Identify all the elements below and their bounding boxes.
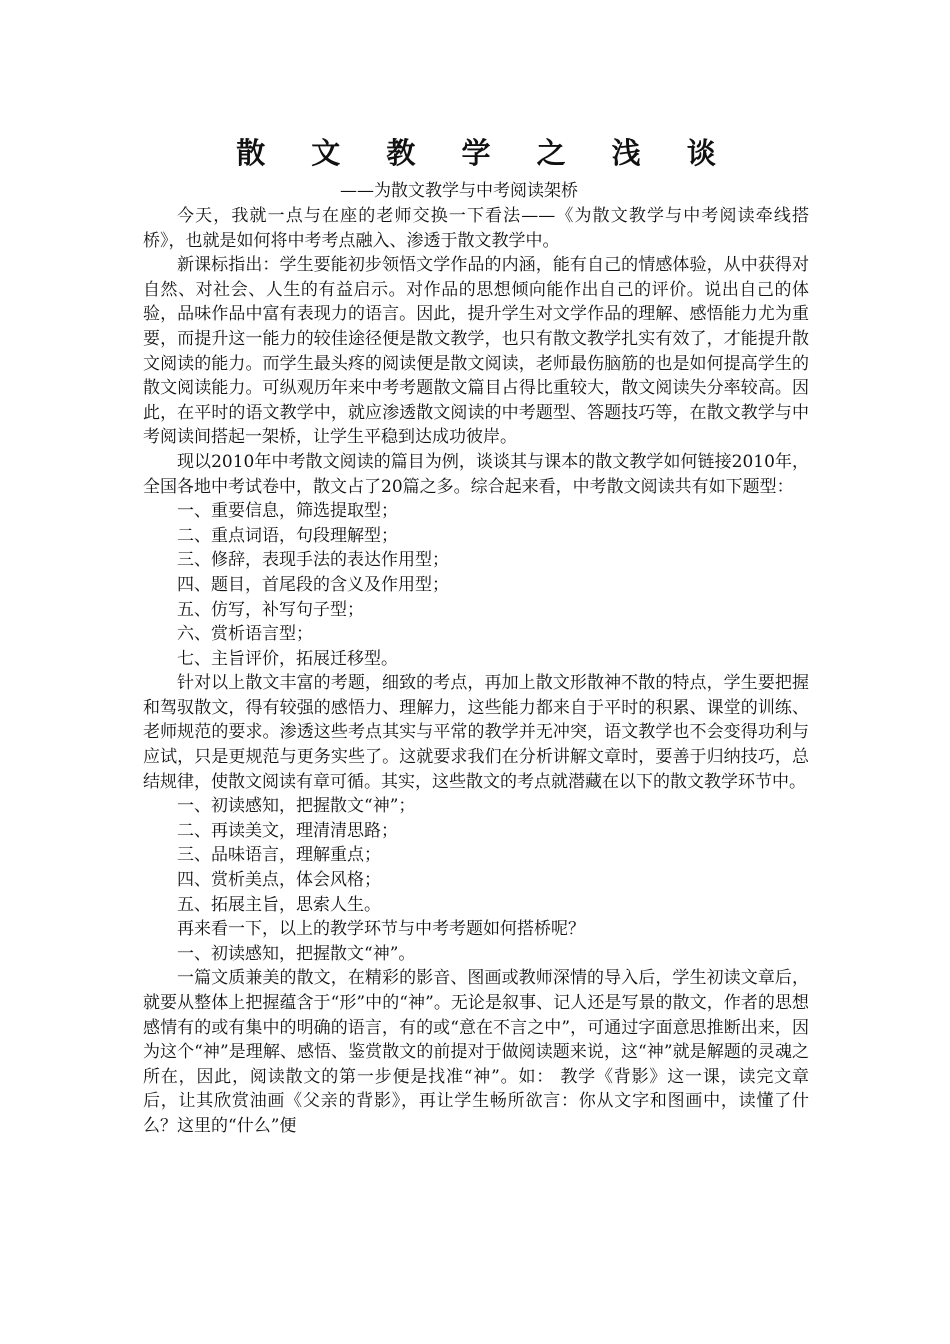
paragraph: 针对以上散文丰富的考题，细致的考点，再加上散文形散神不散的特点，学生要把握和驾驭散文，得有较强的感悟力、理解力，这些能力都来自于平时的积累、课堂的训练、老师规范的要求。渗透这些考点其实与平常的教学并无冲突，语文教学也不会变得功利与应试，只是更规范与更务实些了。这就要求我们在分析讲解文章时，要善于归纳技巧，总结规律，使散文阅读有章可循。其实，这些散文的考点就潜藏在以下的散文教学环节中。	[143, 673, 809, 792]
list-item: 三、品味语言，理解重点；	[177, 845, 381, 866]
paragraph: 新课标指出：学生要能初步领悟文学作品的内涵，能有自己的情感体验，从中获得对自然、对社会、人生的有益启示。对作品的思想倾向能作出自己的评价。说出自己的体验，品味作品中富有表现力的语言。因此，提升学生对文学作品的理解、感悟能力尤为重要，而提升这一能力的较佳途径便是散文教学，也只有散文教学扎实有效了，才能提升散文阅读的能力。而学生最头疼的阅读便是散文阅读，老师最伤脑筋的也是如何提高学生的散文阅读能力。可纵观历年来中考考题散文篇目占得比重较大，散文阅读失分率较高。因此，在平时的语文教学中，就应渗透散文阅读的中考题型、答题技巧等，在散文教学与中考阅读间搭起一架桥，让学生平稳到达成功彼岸。	[143, 255, 809, 448]
paragraph: 今天，我就一点与在座的老师交换一下看法——《为散文教学与中考阅读牵线搭桥》，也就是如何将中考考点融入、渗透于散文教学中。	[143, 206, 809, 251]
list-item: 四、赏析美点，体会风格；	[177, 870, 381, 891]
list-item: 六、赏析语言型；	[177, 624, 313, 645]
list-item: 五、拓展主旨，思索人生。	[177, 894, 381, 915]
list-item: 七、主旨评价，拓展迁移型。	[177, 648, 398, 669]
paragraph: 再来看一下，以上的教学环节与中考考题如何搭桥呢？	[177, 919, 585, 940]
list-item: 三、修辞，表现手法的表达作用型；	[177, 550, 449, 571]
list-item: 五、仿写，补写句子型；	[177, 599, 364, 620]
list-item: 二、再读美文，理清清思路；	[177, 820, 398, 841]
document-subtitle: ——为散文教学与中考阅读架桥	[340, 181, 578, 201]
document-body	[143, 204, 809, 1139]
paragraph: 一篇文质兼美的散文，在精彩的影音、图画或教师深情的导入后，学生初读文章后，就要从整体上把握蕴含于“形”中的“神”。无论是叙事、记人还是写景的散文，作者的思想感情有的或有集中的明确的语言，有的或“意在不言之中”，可通过字面意思推断出来，因为这个“神”是理解、感悟、鉴赏散文的前提对于做阅读题来说，这“神”就是解题的灵魂之所在，因此，阅读散文的第一步便是找准“神”。如： 教学《背影》这一课，读完文章后，让其欣赏油画《父亲的背影》，再让学生畅所欲言：你从文字和图画中，读懂了什么？这里的“什么”便	[143, 968, 809, 1136]
list-item: 一、初读感知，把握散文“神”；	[177, 796, 416, 817]
document-title: 散 文 教 学 之 浅 谈	[236, 136, 734, 170]
list-item: 一、重要信息，筛选提取型；	[177, 501, 398, 522]
list-item: 四、题目，首尾段的含义及作用型；	[177, 574, 449, 595]
document-content	[143, 128, 809, 1139]
section-heading: 一、初读感知，把握散文“神”。	[177, 943, 416, 964]
list-item: 二、重点词语，句段理解型；	[177, 525, 398, 546]
paragraph: 现以2010年中考散文阅读的篇目为例，谈谈其与课本的散文教学如何链接2010年，全国各地中考试卷中，散文占了20篇之多。综合起来看，中考散文阅读共有如下题型：	[143, 451, 809, 497]
